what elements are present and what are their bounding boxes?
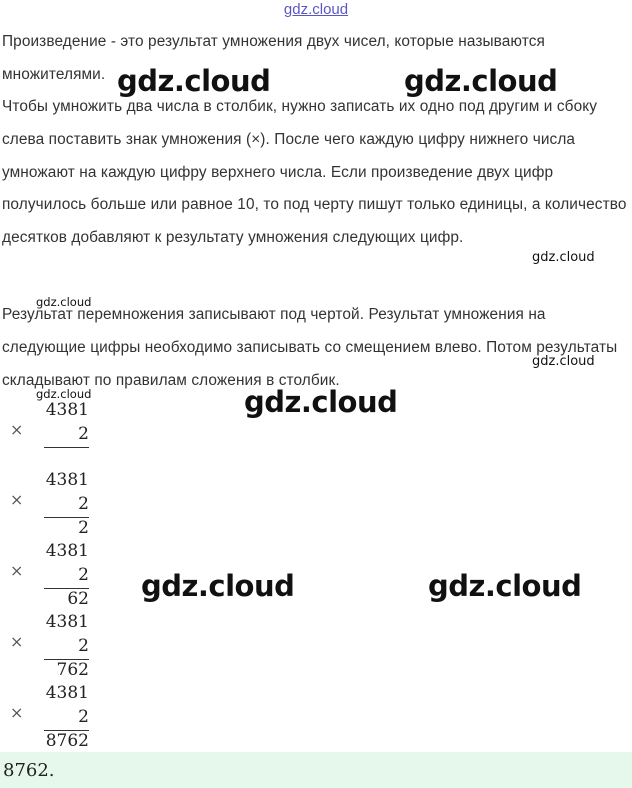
multiplicand: 4381 (45, 541, 89, 561)
multiplier: 2 (78, 636, 89, 656)
watermark: gdz.cloud (141, 569, 295, 603)
multiply-sign: × (10, 490, 24, 509)
answer-box (0, 752, 632, 788)
watermark: gdz.cloud (36, 387, 92, 401)
partial-result: 62 (67, 589, 89, 609)
multiplier: 2 (78, 707, 89, 727)
paragraph-result: Результат перемножения записывают под чертой. Результат умножения на следующие цифры необходимо записывать со смещением влево. Потом результаты складывают по правилам сложения в столбик. (2, 306, 618, 389)
multiplicand: 4381 (45, 470, 89, 490)
partial-result: 762 (56, 660, 89, 680)
partial-result: 2 (78, 518, 89, 538)
watermark: gdz.cloud (532, 354, 595, 369)
multiplicand: 4381 (45, 683, 89, 703)
paragraph-method: Чтобы умножить два числа в столбик, нужно записать их одно под другим и сбоку слева поставить знак умножения (×). После чего каждую цифру нижнего числа умножают на каждую цифру верхнего числа. Если произведение двух цифр получилось больше или равное 10, то под черту пишут только единицы, а количество десятков добавляют к результату умножения следующих цифр. (2, 98, 627, 247)
multiplication-step-5 (0, 683, 100, 753)
multiplication-step-3 (0, 541, 100, 611)
watermark: gdz.cloud (428, 569, 582, 603)
answer-value: 8762. (3, 760, 55, 781)
multiplier: 2 (78, 494, 89, 514)
result-line (44, 447, 89, 448)
multiplier: 2 (78, 565, 89, 585)
multiplication-step-1 (0, 400, 100, 470)
partial-result: 8762 (45, 731, 89, 751)
multiply-sign: × (10, 703, 24, 722)
paragraph-definition: Произведение - это результат умножения двух чисел, которые называются множителями. (2, 33, 545, 83)
multiplication-step-4 (0, 612, 100, 682)
watermark: gdz.cloud (404, 64, 558, 98)
watermark: gdz.cloud (36, 295, 92, 309)
site-link[interactable]: gdz.cloud (283, 1, 349, 18)
watermark: gdz.cloud (117, 64, 271, 98)
multiply-sign: × (10, 632, 24, 651)
watermark: gdz.cloud (244, 385, 398, 419)
multiply-sign: × (10, 561, 24, 580)
multiply-sign: × (10, 420, 24, 439)
multiplicand: 4381 (45, 612, 89, 632)
multiplication-step-2 (0, 470, 100, 540)
watermark: gdz.cloud (532, 250, 595, 265)
multiplier: 2 (78, 424, 89, 444)
multiplicand: 4381 (45, 400, 89, 420)
